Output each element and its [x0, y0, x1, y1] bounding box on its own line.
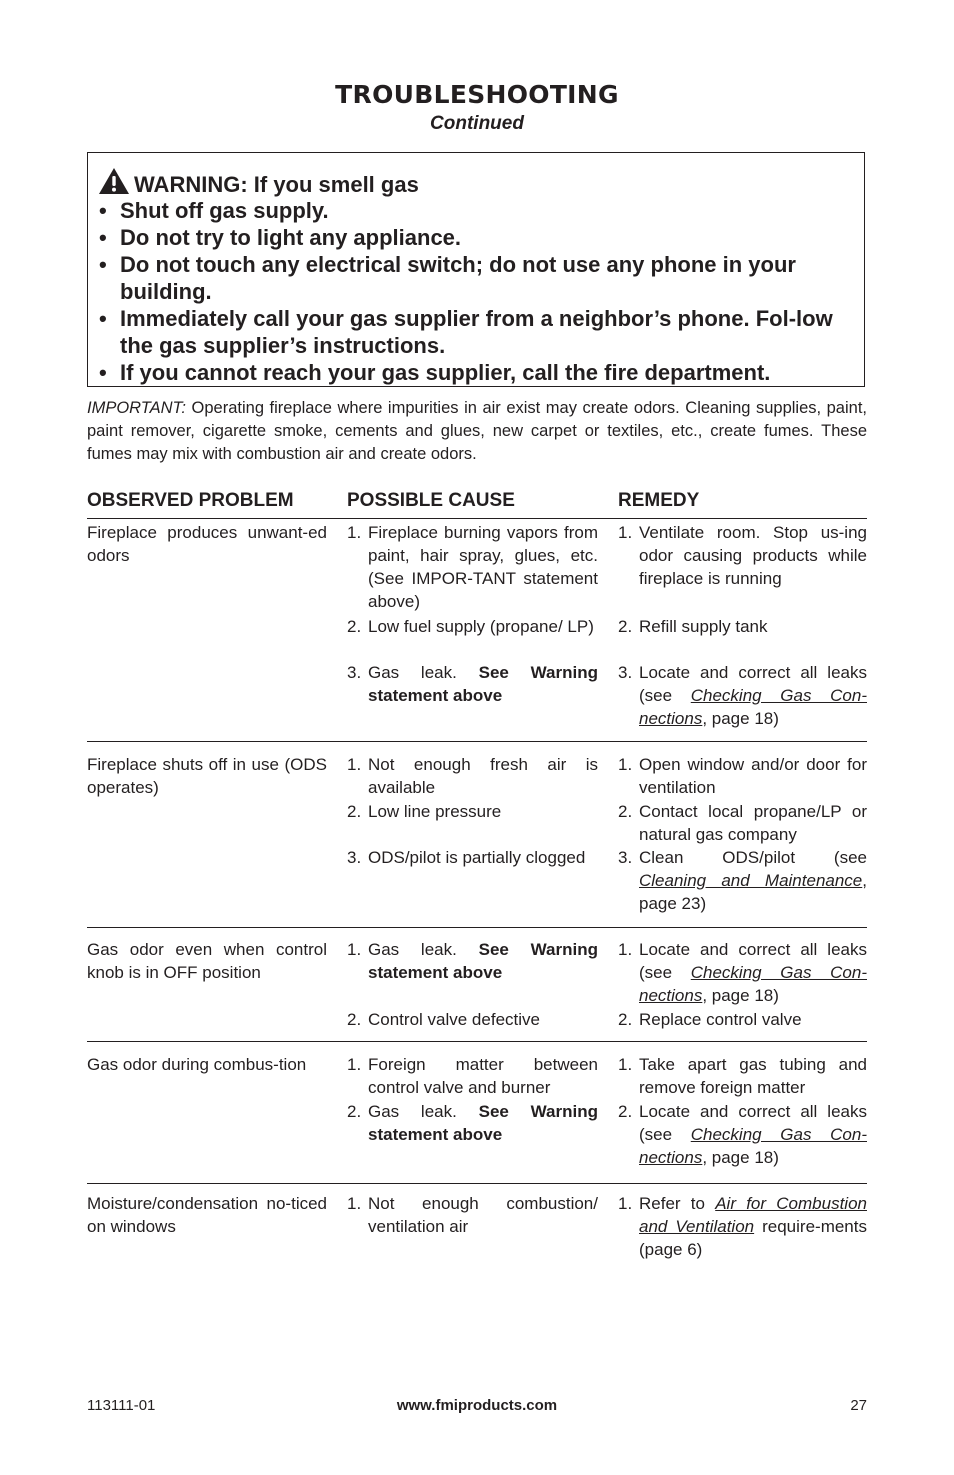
cause-item: 2. Gas leak. See Warning statement above — [347, 1102, 598, 1144]
cause-item: 1. Foreign matter between control valve and burner — [347, 1055, 598, 1097]
header-remedy: REMEDY — [618, 490, 700, 511]
warning-bullet: • Do not touch any electrical switch; do not use any phone in your building. — [98, 251, 858, 305]
table-row — [87, 938, 867, 1042]
remedy-item: 1. Open window and/or door for ventilation — [618, 755, 867, 797]
cause-item: 2. Low fuel supply (propane/ LP) — [347, 617, 594, 636]
warning-bullet: • Shut off gas supply. — [98, 197, 858, 224]
cause-item: 2. Low line pressure — [347, 802, 502, 821]
cause-item: 3. ODS/pilot is partially clogged — [347, 848, 586, 867]
cause-item: 2. Control valve defective — [347, 1010, 540, 1029]
problem-cell: Gas odor even when control knob is in OFF position — [87, 940, 327, 982]
important-note — [87, 397, 867, 466]
air-for-combustion-link[interactable]: Air for Combustion and Ventilation — [639, 1194, 867, 1236]
remedy-item: 1. Take apart gas tubing and remove foreign matter — [618, 1055, 867, 1097]
problem-cell: Fireplace shuts off in use (ODS operates) — [87, 755, 327, 797]
remedy-item: 1. Locate and correct all leaks (see Checking Gas Con-nections, page 18) — [618, 940, 867, 1005]
cleaning-maintenance-link[interactable]: Cleaning and Maintenance — [639, 871, 863, 890]
remedy-item: 1. Ventilate room. Stop us-ing odor causing products while fireplace is running — [618, 523, 867, 588]
header-possible-cause: POSSIBLE CAUSE — [347, 490, 515, 511]
page-number: 27 — [850, 1397, 867, 1414]
remedy-item: 2. Refill supply tank — [618, 617, 768, 636]
table-row — [87, 1192, 867, 1264]
warning-bullet: • Immediately call your gas supplier from a neighbor’s phone. Fol-low the gas supplier’s instructions. — [98, 305, 858, 359]
checking-gas-connections-link[interactable]: Checking Gas Con-nections — [639, 686, 867, 728]
remedy-item: 2. Locate and correct all leaks (see Checking Gas Con-nections, page 18) — [618, 1102, 867, 1167]
warning-list — [98, 197, 858, 386]
remedy-item: 1. Refer to Air for Combustion and Ventilation require-ments (page 6) — [618, 1194, 867, 1259]
remedy-item: 2. Replace control valve — [618, 1010, 802, 1029]
warning-bullet: • If you cannot reach your gas supplier, call the fire department. — [98, 359, 858, 386]
important-text: Operating fireplace where impurities in air exist may create odors. Cleaning supplies, paint, paint remover, cigarette smoke, cements and glues, new carpet or textiles, etc., create fumes. These fumes may mix with combustion air and create odors. — [87, 399, 867, 463]
cause-item: 1. Not enough fresh air is available — [347, 755, 598, 797]
doc-number: 113111-01 — [87, 1397, 156, 1414]
table-row — [87, 1053, 867, 1184]
warning-heading — [98, 167, 419, 198]
problem-cell: Moisture/condensation no-ticed on windows — [87, 1194, 327, 1236]
table-row — [87, 753, 867, 928]
warning-triangle-icon — [98, 167, 130, 195]
checking-gas-connections-link[interactable]: Checking Gas Con-nections — [639, 1125, 867, 1167]
website-link[interactable]: www.fmiproducts.com — [396, 1397, 558, 1414]
remedy-item: 2. Contact local propane/LP or natural gas company — [618, 802, 867, 844]
table-header — [87, 488, 867, 519]
warning-bullet: • Do not try to light any appliance. — [98, 224, 858, 251]
remedy-item: 3. Locate and correct all leaks (see Checking Gas Con-nections, page 18) — [618, 663, 867, 728]
page-subtitle: Continued — [430, 113, 524, 134]
cause-item: 1. Not enough combustion/ ventilation air — [347, 1194, 598, 1236]
cause-item: 1. Fireplace burning vapors from paint, hair spray, glues, etc. (See IMPOR-TANT statement above) — [347, 523, 598, 611]
header-observed-problem: OBSERVED PROBLEM — [87, 490, 294, 511]
warning-box — [87, 152, 865, 387]
problem-cell: Gas odor during combus-tion — [87, 1055, 307, 1074]
remedy-item: 3. Clean ODS/pilot (see Cleaning and Maintenance, page 23) — [618, 848, 867, 913]
checking-gas-connections-link[interactable]: Checking Gas Con-nections — [639, 963, 867, 1005]
cause-item: 1. Gas leak. See Warning statement above — [347, 940, 598, 982]
problem-cell: Fireplace produces unwant-ed odors — [87, 523, 327, 565]
page-title: TROUBLESHOOTING — [335, 80, 619, 109]
warning-title: WARNING: If you smell gas — [134, 172, 419, 197]
cause-item: 3. Gas leak. See Warning statement above — [347, 663, 598, 705]
table-row — [87, 521, 867, 742]
important-label: IMPORTANT: — [87, 399, 186, 417]
